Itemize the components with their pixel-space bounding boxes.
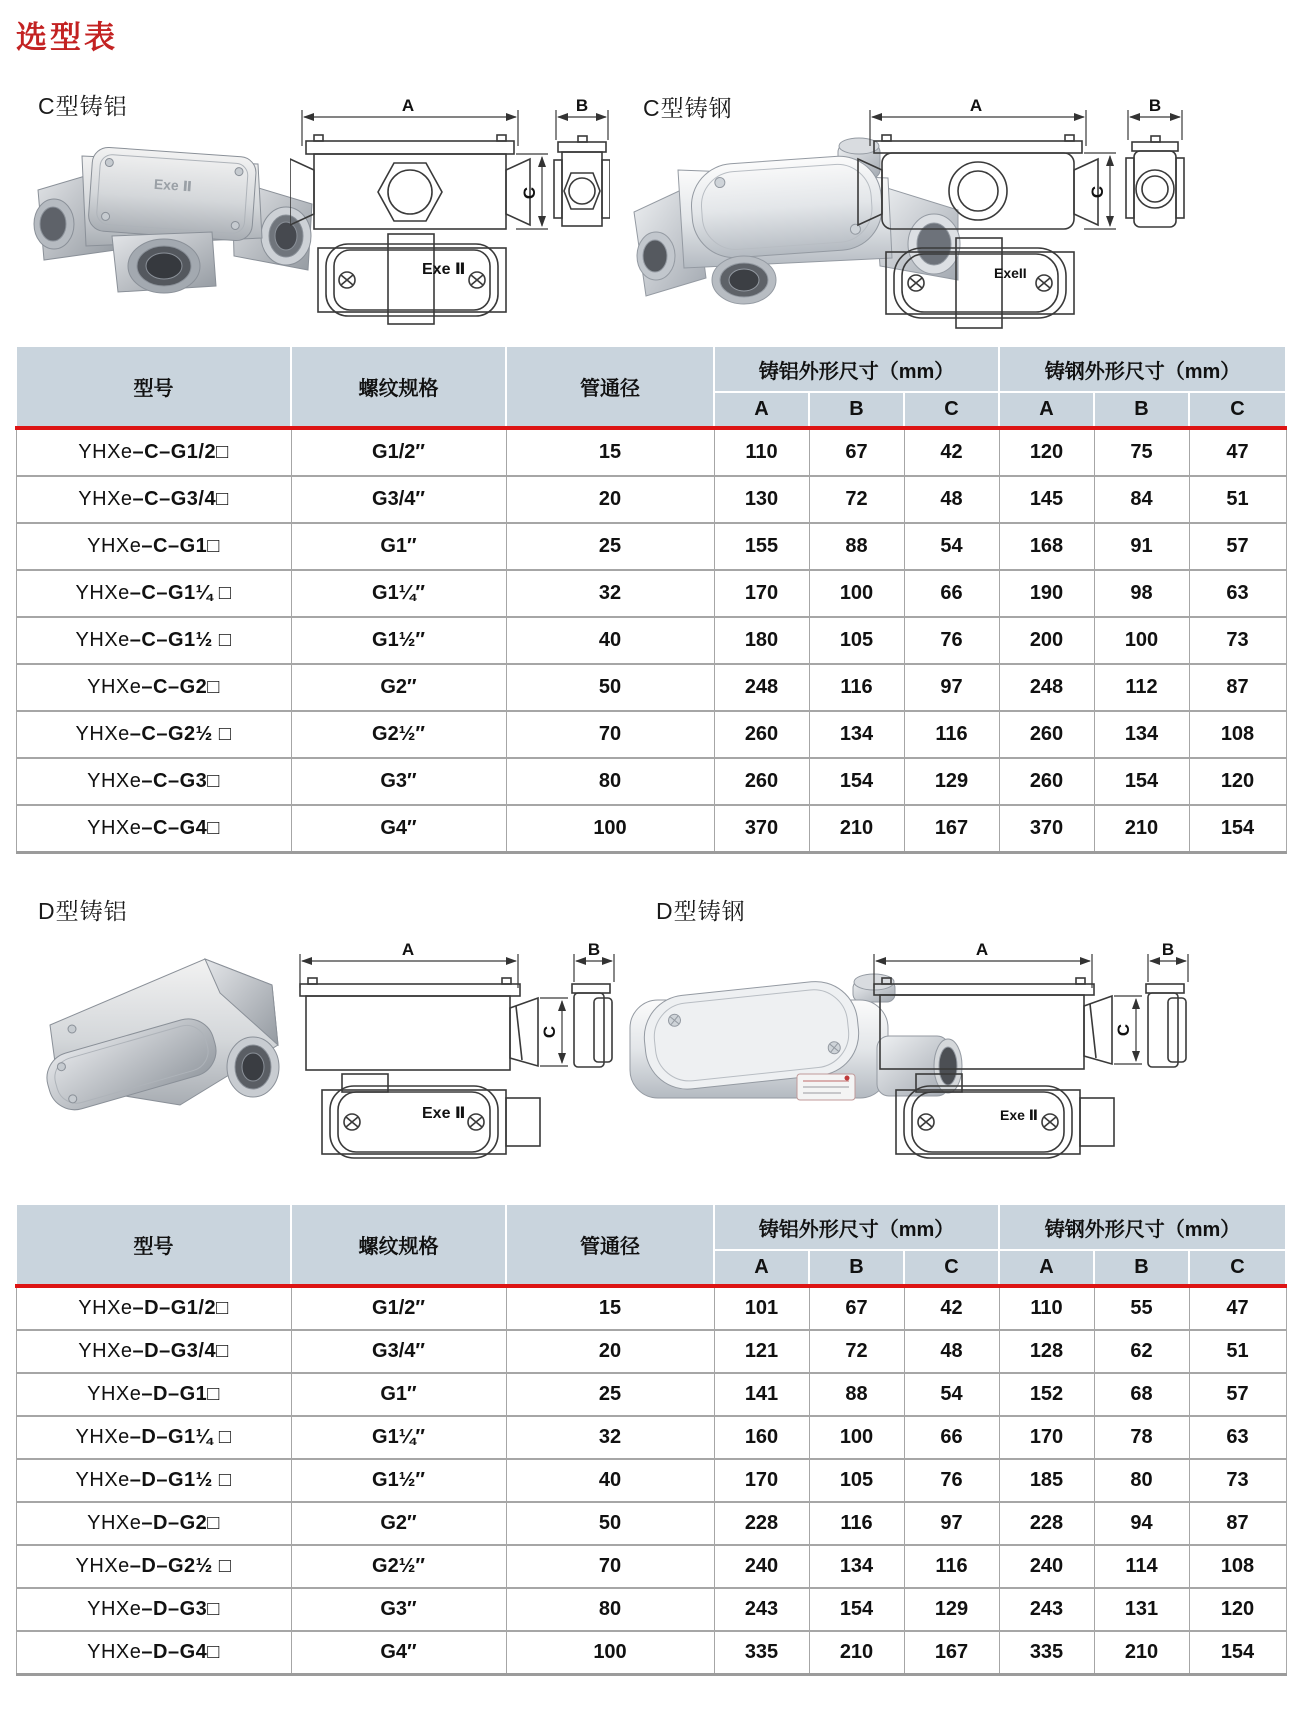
header-steel-group: 铸钢外形尺寸（mm） [999, 1205, 1286, 1250]
cell-model: YHXe–C–G1/2□ [16, 428, 291, 476]
dim-a-label: A [969, 96, 983, 115]
side-view [554, 96, 610, 226]
cell-steel-c: 154 [1189, 805, 1286, 853]
cell-steel-a: 248 [999, 664, 1094, 711]
cell-alu-b: 154 [809, 1588, 904, 1631]
cell-bore: 20 [506, 1330, 714, 1373]
dim-c-label: C [540, 1025, 559, 1039]
cell-thread: G1½″ [291, 1459, 506, 1502]
cell-alu-b: 105 [809, 1459, 904, 1502]
cell-steel-b: 75 [1094, 428, 1189, 476]
cell-alu-b: 134 [809, 1545, 904, 1588]
table-row [16, 1631, 1286, 1675]
table-row [16, 617, 1286, 664]
cell-alu-a: 141 [714, 1373, 809, 1416]
cell-steel-b: 62 [1094, 1330, 1189, 1373]
cell-thread: G1″ [291, 523, 506, 570]
cell-alu-a: 228 [714, 1502, 809, 1545]
d-aluminum-label: D型铸铝 [38, 898, 128, 924]
side-view [1126, 96, 1184, 227]
cell-alu-a: 335 [714, 1631, 809, 1675]
cell-alu-a: 160 [714, 1416, 809, 1459]
cell-alu-b: 210 [809, 805, 904, 853]
cell-steel-b: 55 [1094, 1286, 1189, 1330]
cell-steel-c: 87 [1189, 1502, 1286, 1545]
cell-alu-a: 180 [714, 617, 809, 664]
cell-alu-b: 116 [809, 1502, 904, 1545]
cell-steel-a: 243 [999, 1588, 1094, 1631]
cell-alu-a: 170 [714, 1459, 809, 1502]
header-steel-group: 铸钢外形尺寸（mm） [999, 347, 1286, 392]
cell-alu-b: 105 [809, 617, 904, 664]
cell-model: YHXe–D–G1□ [16, 1373, 291, 1416]
cell-thread: G1″ [291, 1373, 506, 1416]
cell-steel-c: 47 [1189, 428, 1286, 476]
cell-bore: 80 [506, 758, 714, 805]
dim-a-label: A [401, 96, 415, 115]
header-alu-group: 铸铝外形尺寸（mm） [714, 347, 999, 392]
cell-alu-b: 67 [809, 428, 904, 476]
dim-b-label: B [587, 940, 601, 959]
c-type-aluminum-photo [20, 118, 330, 306]
cell-model: YHXe–D–G1½ □ [16, 1459, 291, 1502]
front-view [300, 940, 568, 1070]
exe-mark: ExeII [994, 265, 1027, 281]
cell-thread: G1½″ [291, 617, 506, 664]
header-alu-b: B [809, 392, 904, 428]
dim-b-label: B [575, 96, 589, 115]
dim-c-label: C [1114, 1023, 1133, 1037]
header-alu-b: B [809, 1250, 904, 1286]
cell-steel-c: 57 [1189, 1373, 1286, 1416]
cell-alu-b: 72 [809, 1330, 904, 1373]
page-title: 选型表 [16, 20, 118, 55]
cell-steel-c: 108 [1189, 711, 1286, 758]
table-row [16, 1330, 1286, 1373]
photo-lid-engraving: Exe Ⅱ [153, 175, 193, 195]
cell-steel-c: 87 [1189, 664, 1286, 711]
cell-model: YHXe–D–G1¼ □ [16, 1416, 291, 1459]
cell-model: YHXe–C–G2□ [16, 664, 291, 711]
cell-bore: 32 [506, 570, 714, 617]
d-type-aluminum-drawing [286, 940, 616, 1170]
header-steel-a: A [999, 392, 1094, 428]
cell-steel-a: 110 [999, 1286, 1094, 1330]
header-steel-b: B [1094, 392, 1189, 428]
cell-model: YHXe–C–G1□ [16, 523, 291, 570]
cell-alu-a: 155 [714, 523, 809, 570]
cell-alu-c: 76 [904, 1459, 999, 1502]
cell-steel-a: 185 [999, 1459, 1094, 1502]
cell-steel-a: 240 [999, 1545, 1094, 1588]
dim-c-label: C [1088, 185, 1107, 199]
cell-bore: 15 [506, 1286, 714, 1330]
cell-bore: 70 [506, 711, 714, 758]
cell-alu-a: 260 [714, 711, 809, 758]
table-row [16, 1373, 1286, 1416]
d-type-aluminum-photo [20, 933, 330, 1135]
cell-steel-c: 57 [1189, 523, 1286, 570]
d-steel-label: D型铸钢 [656, 898, 746, 924]
cell-model: YHXe–C–G2½ □ [16, 711, 291, 758]
cell-alu-c: 42 [904, 1286, 999, 1330]
cell-thread: G2″ [291, 1502, 506, 1545]
side-view [572, 940, 614, 1067]
front-view [858, 96, 1116, 229]
cell-alu-a: 370 [714, 805, 809, 853]
cell-steel-a: 145 [999, 476, 1094, 523]
cell-alu-b: 72 [809, 476, 904, 523]
cell-alu-c: 76 [904, 617, 999, 664]
cell-alu-b: 88 [809, 523, 904, 570]
cell-model: YHXe–D–G3□ [16, 1588, 291, 1631]
cell-alu-c: 167 [904, 1631, 999, 1675]
cell-alu-c: 48 [904, 476, 999, 523]
cell-steel-c: 120 [1189, 1588, 1286, 1631]
cell-alu-a: 130 [714, 476, 809, 523]
table-row [16, 476, 1286, 523]
dim-b-label: B [1148, 96, 1162, 115]
bottom-view [896, 1074, 1114, 1158]
d-type-spec-table [15, 1205, 1287, 1676]
cell-alu-b: 67 [809, 1286, 904, 1330]
cell-bore: 25 [506, 1373, 714, 1416]
cell-steel-b: 68 [1094, 1373, 1189, 1416]
cell-steel-c: 120 [1189, 758, 1286, 805]
cell-bore: 50 [506, 1502, 714, 1545]
cell-bore: 20 [506, 476, 714, 523]
table-row [16, 758, 1286, 805]
cell-alu-c: 54 [904, 523, 999, 570]
cell-alu-c: 42 [904, 428, 999, 476]
dim-b-label: B [1161, 940, 1175, 959]
table-row [16, 428, 1286, 476]
cell-model: YHXe–C–G1¼ □ [16, 570, 291, 617]
cell-model: YHXe–D–G1/2□ [16, 1286, 291, 1330]
header-alu-c: C [904, 1250, 999, 1286]
dim-a-label: A [975, 940, 989, 959]
cell-model: YHXe–D–G3/4□ [16, 1330, 291, 1373]
header-thread: 螺纹规格 [291, 1205, 506, 1286]
table-row [16, 1416, 1286, 1459]
cell-steel-a: 120 [999, 428, 1094, 476]
header-alu-a: A [714, 392, 809, 428]
cell-steel-b: 131 [1094, 1588, 1189, 1631]
cell-steel-c: 73 [1189, 1459, 1286, 1502]
bottom-view [886, 238, 1074, 328]
cell-alu-b: 134 [809, 711, 904, 758]
cell-alu-c: 129 [904, 1588, 999, 1631]
cell-steel-b: 100 [1094, 617, 1189, 664]
cell-alu-a: 110 [714, 428, 809, 476]
cell-steel-b: 134 [1094, 711, 1189, 758]
cell-alu-c: 116 [904, 1545, 999, 1588]
cell-steel-c: 51 [1189, 1330, 1286, 1373]
cell-steel-c: 63 [1189, 1416, 1286, 1459]
table-row [16, 1545, 1286, 1588]
cell-steel-a: 260 [999, 758, 1094, 805]
cell-thread: G2½″ [291, 711, 506, 758]
table-row [16, 570, 1286, 617]
table-row [16, 523, 1286, 570]
header-bore: 管通径 [506, 347, 714, 428]
cell-bore: 32 [506, 1416, 714, 1459]
header-steel-c: C [1189, 392, 1286, 428]
cell-steel-b: 94 [1094, 1502, 1189, 1545]
cell-alu-a: 243 [714, 1588, 809, 1631]
cell-thread: G1¼″ [291, 1416, 506, 1459]
cell-steel-a: 168 [999, 523, 1094, 570]
c-type-spec-table [15, 347, 1287, 854]
c-type-steel-drawing [856, 96, 1186, 332]
cell-thread: G2½″ [291, 1545, 506, 1588]
c-type-aluminum-drawing [290, 96, 610, 328]
header-alu-group: 铸铝外形尺寸（mm） [714, 1205, 999, 1250]
cell-steel-b: 78 [1094, 1416, 1189, 1459]
bottom-view [318, 234, 506, 324]
cell-alu-b: 88 [809, 1373, 904, 1416]
cell-steel-c: 154 [1189, 1631, 1286, 1675]
cell-alu-c: 116 [904, 711, 999, 758]
header-steel-c: C [1189, 1250, 1286, 1286]
cell-thread: G2″ [291, 664, 506, 711]
bottom-view [322, 1074, 540, 1158]
cell-steel-a: 335 [999, 1631, 1094, 1675]
cell-alu-c: 54 [904, 1373, 999, 1416]
cell-steel-b: 84 [1094, 476, 1189, 523]
cell-steel-a: 152 [999, 1373, 1094, 1416]
cell-steel-b: 154 [1094, 758, 1189, 805]
exe-mark: Exe Ⅱ [422, 261, 466, 278]
cell-steel-a: 370 [999, 805, 1094, 853]
cell-alu-a: 260 [714, 758, 809, 805]
c-steel-label: C型铸钢 [643, 95, 733, 121]
side-view [1146, 940, 1188, 1067]
cell-alu-c: 48 [904, 1330, 999, 1373]
cell-thread: G1¼″ [291, 570, 506, 617]
header-bore: 管通径 [506, 1205, 714, 1286]
cell-alu-a: 248 [714, 664, 809, 711]
cell-steel-b: 80 [1094, 1459, 1189, 1502]
cell-thread: G3/4″ [291, 1330, 506, 1373]
cell-bore: 100 [506, 1631, 714, 1675]
cell-steel-b: 98 [1094, 570, 1189, 617]
cell-bore: 80 [506, 1588, 714, 1631]
cell-bore: 40 [506, 1459, 714, 1502]
table-row [16, 664, 1286, 711]
cell-bore: 70 [506, 1545, 714, 1588]
header-alu-a: A [714, 1250, 809, 1286]
cell-alu-c: 97 [904, 1502, 999, 1545]
cell-steel-b: 91 [1094, 523, 1189, 570]
cell-steel-c: 73 [1189, 617, 1286, 664]
front-view [874, 940, 1142, 1069]
cell-steel-b: 210 [1094, 1631, 1189, 1675]
header-alu-c: C [904, 392, 999, 428]
cell-alu-c: 66 [904, 570, 999, 617]
table-body [16, 428, 1286, 853]
cell-thread: G3″ [291, 1588, 506, 1631]
header-model: 型号 [16, 1205, 291, 1286]
cell-alu-b: 154 [809, 758, 904, 805]
table-row [16, 1459, 1286, 1502]
cell-steel-b: 112 [1094, 664, 1189, 711]
cell-steel-a: 260 [999, 711, 1094, 758]
table-row [16, 1502, 1286, 1545]
cell-steel-a: 128 [999, 1330, 1094, 1373]
cell-alu-c: 66 [904, 1416, 999, 1459]
dim-a-label: A [401, 940, 415, 959]
cell-steel-a: 200 [999, 617, 1094, 664]
cell-bore: 40 [506, 617, 714, 664]
cell-thread: G4″ [291, 805, 506, 853]
header-steel-b: B [1094, 1250, 1189, 1286]
cell-alu-c: 97 [904, 664, 999, 711]
cell-steel-c: 47 [1189, 1286, 1286, 1330]
cell-alu-a: 101 [714, 1286, 809, 1330]
cell-alu-b: 116 [809, 664, 904, 711]
cell-steel-c: 51 [1189, 476, 1286, 523]
cell-model: YHXe–D–G2□ [16, 1502, 291, 1545]
c-aluminum-label: C型铸铝 [38, 93, 128, 119]
table-header [16, 1205, 1286, 1286]
cell-steel-a: 170 [999, 1416, 1094, 1459]
cell-steel-c: 63 [1189, 570, 1286, 617]
front-view [290, 96, 548, 229]
cell-bore: 50 [506, 664, 714, 711]
cell-steel-b: 210 [1094, 805, 1189, 853]
exe-mark: Exe Ⅱ [422, 1105, 466, 1122]
cell-thread: G1/2″ [291, 428, 506, 476]
table-row [16, 1588, 1286, 1631]
table-row [16, 1286, 1286, 1330]
header-thread: 螺纹规格 [291, 347, 506, 428]
cell-alu-a: 121 [714, 1330, 809, 1373]
table-row [16, 711, 1286, 758]
exe-mark: Exe Ⅱ [1000, 1107, 1039, 1123]
header-steel-a: A [999, 1250, 1094, 1286]
table-body [16, 1286, 1286, 1675]
cell-model: YHXe–D–G2½ □ [16, 1545, 291, 1588]
d-type-steel-drawing [860, 940, 1190, 1170]
cell-bore: 25 [506, 523, 714, 570]
cell-alu-b: 210 [809, 1631, 904, 1675]
header-model: 型号 [16, 347, 291, 428]
cell-model: YHXe–C–G3/4□ [16, 476, 291, 523]
cell-thread: G1/2″ [291, 1286, 506, 1330]
cell-bore: 15 [506, 428, 714, 476]
dim-c-label: C [520, 186, 539, 200]
cell-model: YHXe–C–G4□ [16, 805, 291, 853]
cell-steel-a: 190 [999, 570, 1094, 617]
cell-steel-b: 114 [1094, 1545, 1189, 1588]
cell-steel-c: 108 [1189, 1545, 1286, 1588]
cell-bore: 100 [506, 805, 714, 853]
cell-model: YHXe–D–G4□ [16, 1631, 291, 1675]
cell-alu-c: 129 [904, 758, 999, 805]
cell-thread: G4″ [291, 1631, 506, 1675]
cell-thread: G3/4″ [291, 476, 506, 523]
cell-alu-c: 167 [904, 805, 999, 853]
table-row [16, 805, 1286, 853]
cell-alu-a: 170 [714, 570, 809, 617]
cell-alu-b: 100 [809, 570, 904, 617]
cell-model: YHXe–C–G3□ [16, 758, 291, 805]
cell-thread: G3″ [291, 758, 506, 805]
cell-steel-a: 228 [999, 1502, 1094, 1545]
cell-alu-b: 100 [809, 1416, 904, 1459]
cell-model: YHXe–C–G1½ □ [16, 617, 291, 664]
cell-alu-a: 240 [714, 1545, 809, 1588]
table-header [16, 347, 1286, 428]
